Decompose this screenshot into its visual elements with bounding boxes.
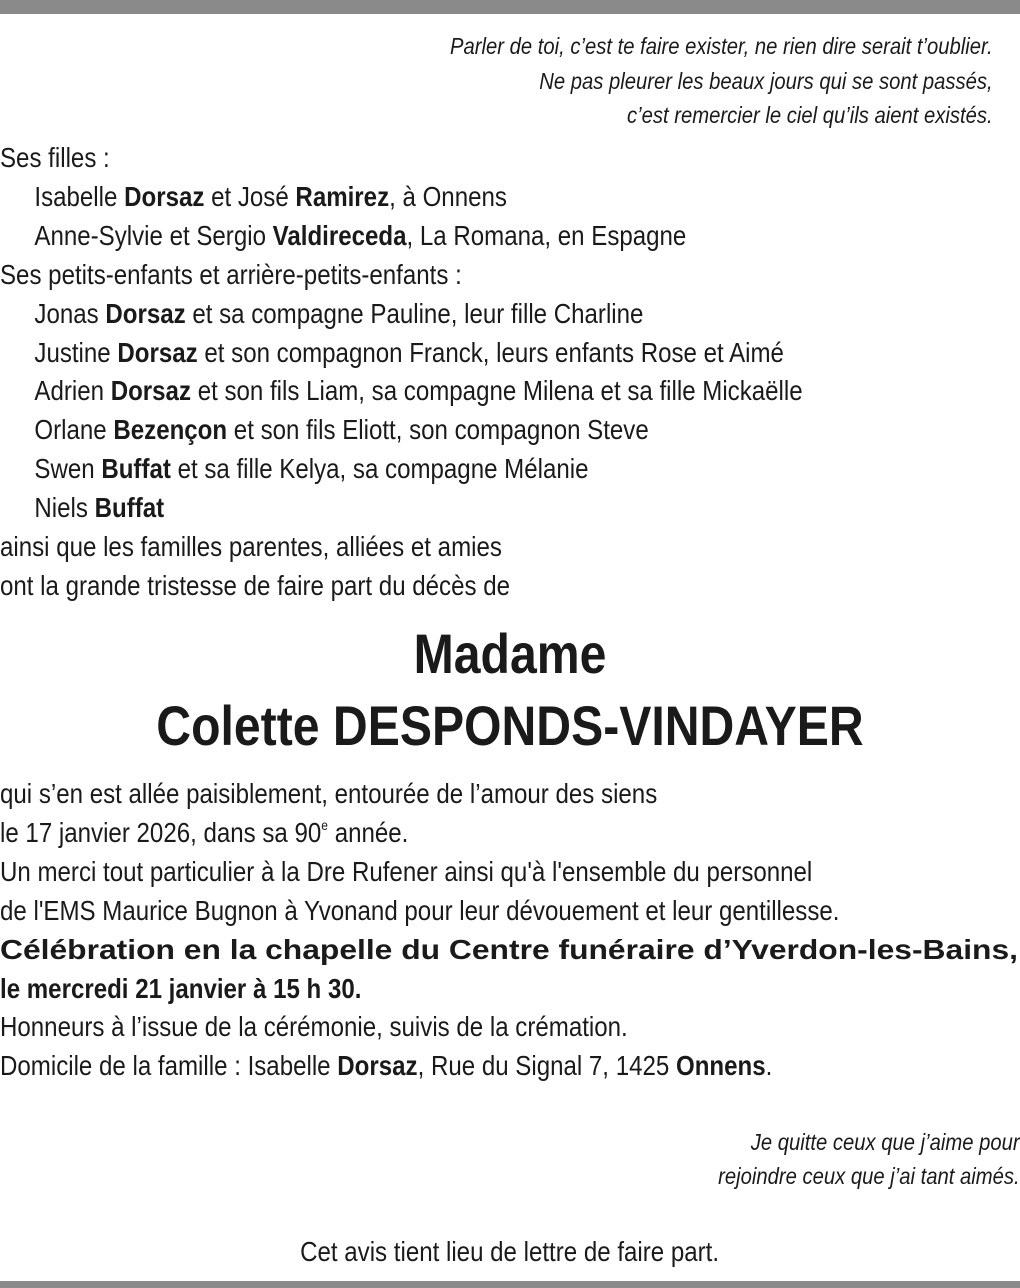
top-border — [0, 0, 1020, 14]
grandchildren-heading: Ses petits-enfants et arrière-petits-enfants : — [0, 258, 462, 290]
opening-quote — [450, 29, 993, 133]
thanks-line: Un merci tout particulier à la Dre Rufener ainsi qu'à l'ensemble du personnel — [0, 855, 813, 887]
deceased-name-block — [0, 618, 1020, 762]
deceased-name: Colette DESPONDS-VINDAYER — [156, 694, 864, 757]
ordinal-suffix: e — [321, 816, 329, 833]
domicile-address: , Rue du Signal 7, 1425 — [417, 1050, 676, 1082]
last-name: Dorsaz — [117, 336, 198, 368]
entry-rest: et sa fille Kelya, sa compagne Mélanie — [170, 453, 589, 485]
last-name: Ramirez — [295, 180, 390, 212]
grandchild-entry — [0, 334, 877, 373]
entry-rest: et son fils Eliott, son compagnon Steve — [227, 414, 649, 446]
quote-line: Ne pas pleurer les beaux jours qui se sont passés, — [539, 67, 993, 94]
first-name: Jonas — [34, 297, 106, 329]
last-name: Bezençon — [113, 414, 228, 446]
entry-rest: , à Onnens — [389, 180, 507, 212]
honours-line: Honneurs à l’issue de la cérémonie, suivis de la crémation. — [0, 1011, 628, 1043]
quote-line: c’est remercier le ciel qu’ils aient existés. — [627, 102, 993, 128]
domicile-line — [0, 1047, 877, 1086]
connector-text: et José — [204, 180, 296, 212]
first-name: Justine — [34, 336, 118, 368]
ceremony-date: le mercredi 21 janvier à 15 h 30. — [0, 972, 362, 1004]
date-line — [0, 814, 877, 853]
grandchild-entry — [0, 489, 877, 528]
last-name: Buffat — [94, 492, 165, 524]
ceremony-text: Célébration en la chapelle du Centre funéraire d’Yverdon-les-Bains, — [0, 933, 1018, 965]
passing-line: qui s’en est allée paisiblement, entourée de l’amour des siens — [0, 778, 658, 809]
first-name: Isabelle — [34, 180, 125, 212]
date-text-end: année. — [328, 816, 409, 848]
entry-rest: et son fils Liam, sa compagne Milena et sa fille Mickaëlle — [191, 375, 803, 407]
quote-line: Je quitte ceux que j’aime pour — [751, 1129, 1020, 1155]
domicile-name: Dorsaz — [337, 1050, 418, 1082]
ceremony-line — [0, 931, 1020, 970]
quote-line: rejoindre ceux que j’ai tant aimés. — [718, 1163, 1020, 1189]
closing-quote — [718, 1125, 1020, 1193]
last-name: Dorsaz — [110, 375, 192, 407]
closing-note — [0, 1233, 1020, 1271]
daughter-entry — [0, 217, 877, 256]
quote-line: Parler de toi, c’est te faire exister, ne rien dire serait t’oublier. — [450, 33, 993, 59]
first-name: Swen — [34, 453, 102, 485]
grandchild-entry — [0, 450, 877, 489]
domicile-end: . — [765, 1050, 773, 1082]
first-name: Adrien — [34, 375, 111, 407]
grandchild-entry — [0, 411, 877, 450]
first-name: Niels — [34, 492, 95, 524]
last-name: Valdireceda — [272, 219, 407, 251]
extended-family-line: ainsi que les familles parentes, alliées et amies — [0, 531, 502, 563]
deceased-title: Madame — [413, 622, 607, 685]
last-name: Dorsaz — [105, 297, 186, 329]
ceremony-date-line — [0, 970, 877, 1009]
family-list — [0, 139, 1020, 606]
daughters-heading: Ses filles : — [0, 142, 110, 173]
daughter-entry — [0, 178, 877, 217]
entry-rest: , La Romana, en Espagne — [406, 219, 687, 251]
thanks-line: de l'EMS Maurice Bugnon à Yvonand pour leur dévouement et leur gentillesse. — [0, 894, 840, 926]
grandchild-entry — [0, 372, 877, 411]
details-block — [0, 775, 1020, 1086]
first-name: Anne-Sylvie et Sergio — [34, 219, 273, 251]
entry-rest: et sa compagne Pauline, leur fille Charline — [185, 297, 644, 329]
domicile-text: Domicile de la famille : Isabelle — [0, 1050, 338, 1082]
entry-rest: et son compagnon Franck, leurs enfants Rose et Aimé — [197, 336, 784, 368]
announcement-line: ont la grande tristesse de faire part du décès de — [0, 569, 511, 601]
first-name: Orlane — [34, 414, 114, 446]
date-text: le 17 janvier 2026, dans sa 90 — [0, 816, 322, 848]
bottom-border — [0, 1281, 1020, 1288]
grandchild-entry — [0, 295, 877, 334]
closing-text: Cet avis tient lieu de lettre de faire part. — [300, 1236, 720, 1267]
domicile-town: Onnens — [675, 1050, 766, 1082]
last-name: Buffat — [101, 453, 171, 485]
last-name: Dorsaz — [124, 180, 205, 212]
